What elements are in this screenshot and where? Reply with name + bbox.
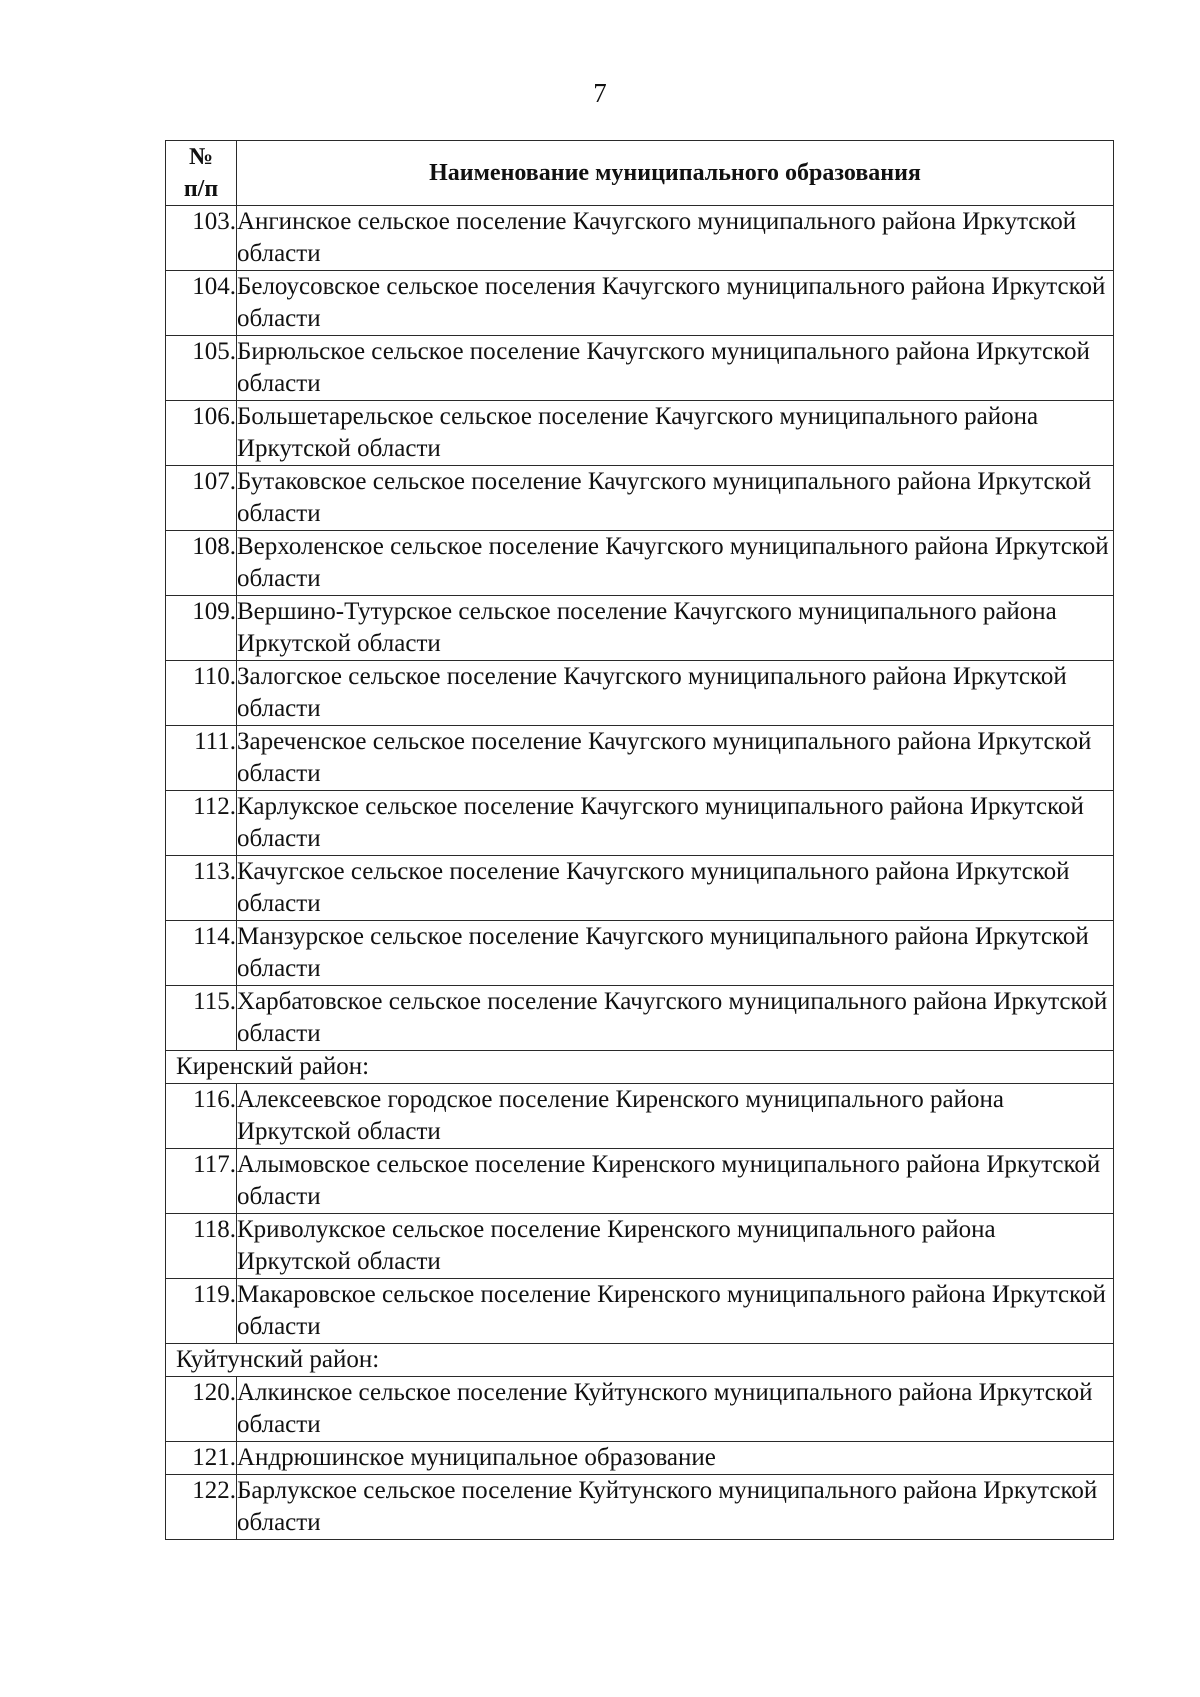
table-row <box>166 336 1114 401</box>
municipality-name: Вершино-Тутурское сельское поселение Качугского муниципального района Иркутской области <box>237 596 1114 661</box>
row-number: 120. <box>166 1377 237 1442</box>
table-row <box>166 1377 1114 1442</box>
municipality-name: Белоусовское сельское поселения Качугского муниципального района Иркутской области <box>237 271 1114 336</box>
municipality-name: Андрюшинское муниципальное образование <box>237 1442 1114 1475</box>
table-row <box>166 1279 1114 1344</box>
row-number: 115. <box>166 986 237 1051</box>
row-number: 121. <box>166 1442 237 1475</box>
table-row <box>166 661 1114 726</box>
table-row <box>166 986 1114 1051</box>
row-number: 104. <box>166 271 237 336</box>
table-row <box>166 791 1114 856</box>
number-column-header <box>166 141 237 206</box>
row-number: 117. <box>166 1149 237 1214</box>
municipality-name: Харбатовское сельское поселение Качугского муниципального района Иркутской области <box>237 986 1114 1051</box>
table-row <box>166 921 1114 986</box>
municipality-name: Алымовское сельское поселение Киренского муниципального района Иркутской области <box>237 1149 1114 1214</box>
municipality-name: Криволукское сельское поселение Киренского муниципального района Иркутской области <box>237 1214 1114 1279</box>
table-row <box>166 466 1114 531</box>
municipality-name: Залогское сельское поселение Качугского муниципального района Иркутской области <box>237 661 1114 726</box>
municipality-name: Макаровское сельское поселение Киренского муниципального района Иркутской области <box>237 1279 1114 1344</box>
number-sign: № <box>188 144 214 170</box>
table-row <box>166 1442 1114 1475</box>
municipality-name: Ангинское сельское поселение Качугского муниципального района Иркутской области <box>237 206 1114 271</box>
section-header-row <box>166 1051 1114 1084</box>
municipality-table <box>165 140 1114 1540</box>
row-number: 112. <box>166 791 237 856</box>
row-number: 114. <box>166 921 237 986</box>
name-column-header: Наименование муниципального образования <box>237 141 1114 206</box>
municipality-name: Бутаковское сельское поселение Качугского муниципального района Иркутской области <box>237 466 1114 531</box>
row-number: 103. <box>166 206 237 271</box>
row-number: 109. <box>166 596 237 661</box>
municipality-name: Барлукское сельское поселение Куйтунского муниципального района Иркутской области <box>237 1475 1114 1540</box>
number-abbrev: п/п <box>183 176 219 202</box>
row-number: 106. <box>166 401 237 466</box>
municipality-name: Большетарельское сельское поселение Качугского муниципального района Иркутской области <box>237 401 1114 466</box>
table-row <box>166 1084 1114 1149</box>
table-row <box>166 1475 1114 1540</box>
row-number: 107. <box>166 466 237 531</box>
municipality-name: Карлукское сельское поселение Качугского муниципального района Иркутской области <box>237 791 1114 856</box>
row-number: 116. <box>166 1084 237 1149</box>
municipality-name: Алкинское сельское поселение Куйтунского муниципального района Иркутской области <box>237 1377 1114 1442</box>
table-row <box>166 531 1114 596</box>
table-row <box>166 206 1114 271</box>
row-number: 113. <box>166 856 237 921</box>
municipality-name: Зареченское сельское поселение Качугского муниципального района Иркутской области <box>237 726 1114 791</box>
municipality-name: Качугское сельское поселение Качугского муниципального района Иркутской области <box>237 856 1114 921</box>
table-row <box>166 1214 1114 1279</box>
row-number: 108. <box>166 531 237 596</box>
table-row <box>166 271 1114 336</box>
row-number: 118. <box>166 1214 237 1279</box>
table-row <box>166 1149 1114 1214</box>
section-label: Киренский район: <box>166 1051 1114 1084</box>
municipality-name: Верхоленское сельское поселение Качугского муниципального района Иркутской области <box>237 531 1114 596</box>
municipality-name: Манзурское сельское поселение Качугского муниципального района Иркутской области <box>237 921 1114 986</box>
table-row <box>166 726 1114 791</box>
row-number: 111. <box>166 726 237 791</box>
table-row <box>166 401 1114 466</box>
table-body <box>166 206 1114 1540</box>
section-header-row <box>166 1344 1114 1377</box>
section-label: Куйтунский район: <box>166 1344 1114 1377</box>
row-number: 105. <box>166 336 237 401</box>
table-header-row <box>166 141 1114 206</box>
table-row <box>166 596 1114 661</box>
page-number: 7 <box>593 78 607 108</box>
municipality-name: Алексеевское городское поселение Киренского муниципального района Иркутской области <box>237 1084 1114 1149</box>
table-row <box>166 856 1114 921</box>
row-number: 110. <box>166 661 237 726</box>
municipality-name: Бирюльское сельское поселение Качугского муниципального района Иркутской области <box>237 336 1114 401</box>
row-number: 122. <box>166 1475 237 1540</box>
row-number: 119. <box>166 1279 237 1344</box>
